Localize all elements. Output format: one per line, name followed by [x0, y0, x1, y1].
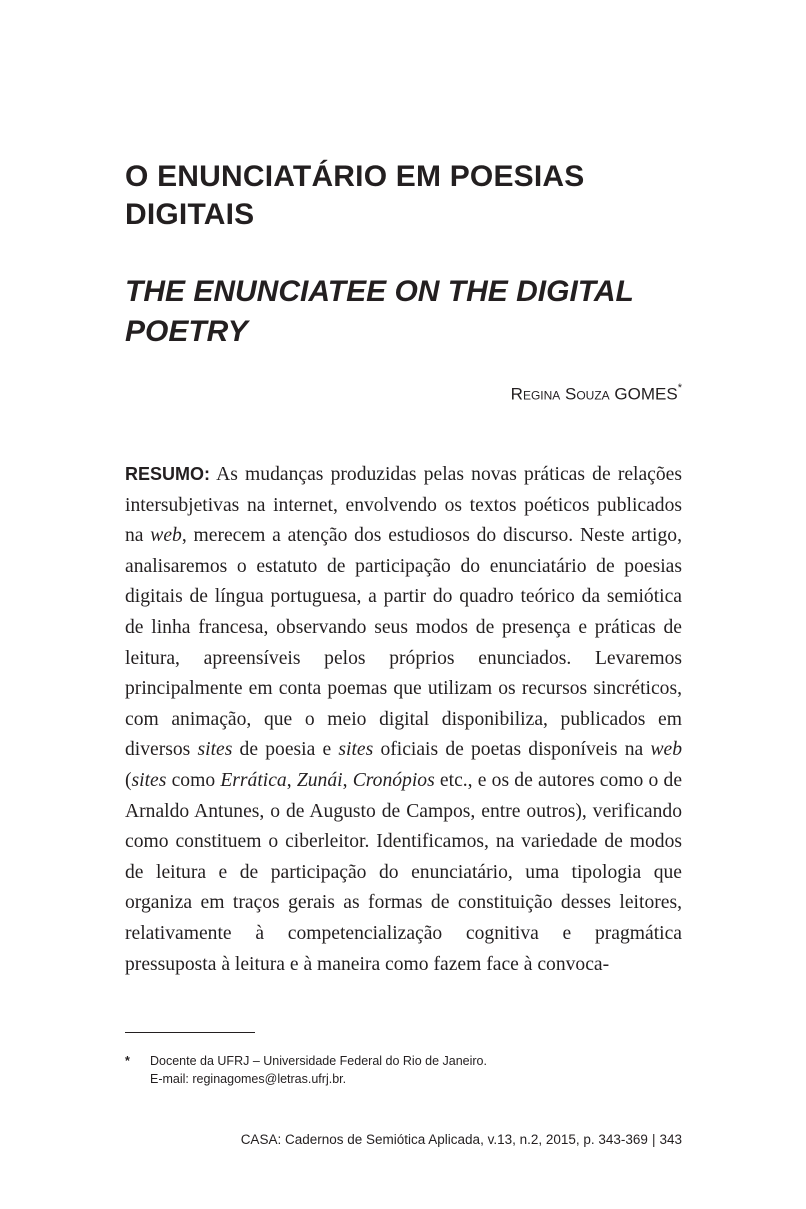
footnote: [125, 1052, 685, 1088]
abstract-label: RESUMO:: [125, 464, 210, 484]
abstract-italic-term: Cronópios: [352, 769, 435, 791]
author-line: [511, 384, 682, 405]
article-title-portuguese: O ENUNCIATÁRIO EM POESIAS DIGITAIS: [125, 160, 585, 231]
abstract-paragraph: [125, 459, 682, 980]
abstract-italic-term: sites: [131, 769, 167, 791]
footnote-divider: [125, 1032, 255, 1033]
abstract-text: ,: [286, 769, 297, 791]
abstract-italic-term: web: [150, 525, 182, 547]
article-title-english: THE ENUNCIATEE ON THE DIGITAL POETRY: [125, 275, 634, 348]
abstract-italic-term: Zunái: [296, 769, 343, 791]
abstract-text: como: [166, 769, 221, 791]
abstract-italic-term: sites: [197, 739, 233, 761]
page-number: 343: [659, 1132, 682, 1147]
abstract-text: ,: [342, 769, 353, 791]
footnote-email: E-mail: reginagomes@letras.ufrj.br.: [150, 1072, 347, 1086]
abstract-text: (: [125, 769, 132, 791]
abstract-text: As mudanças produzidas pelas novas práticas de relações intersubjetivas na internet, envolvendo os textos poéticos publicados na: [125, 464, 682, 547]
author-given-names: Regina Souza: [510, 384, 610, 404]
abstract-text: etc., e os de autores como o de Arnaldo Antunes, o de Augusto de Campos, entre outros), verificando como constituem o ciberleitor. Identificamos, na variedade de modos de leitura e de participação do enunciatário, uma tipologia que organiza em traços gerais as formas de constituição desses leitores, relativamente à competencialização cognitiva e pragmática pressuposta à leitura e à maneira como fazem face à convoca-: [125, 769, 683, 975]
footer-separator: |: [651, 1132, 656, 1147]
author-footnote-mark: *: [677, 382, 682, 394]
abstract-italic-term: Errática: [220, 769, 287, 791]
abstract-italic-term: web: [650, 739, 682, 761]
abstract-text: oficiais de poetas disponíveis na: [373, 739, 651, 761]
footnote-mark: *: [125, 1054, 130, 1068]
footnote-affiliation: Docente da UFRJ – Universidade Federal do Rio de Janeiro.: [150, 1054, 487, 1068]
abstract-text: , merecem a atenção dos estudiosos do discurso. Neste artigo, analisaremos o estatuto de participação do enunciatário de poesias digitais de língua portuguesa, a partir do quadro teórico da semiótica de linha francesa, observando seus modos de presença e práticas de leitura, apreensíveis pelos próprios enunciados. Levaremos principalmente em conta poemas que utilizam os recursos sincréticos, com animação, que o meio digital disponibiliza, publicados em diversos: [125, 525, 682, 761]
author-surname: GOMES: [614, 384, 678, 404]
abstract-italic-term: sites: [338, 739, 374, 761]
abstract-text: de poesia e: [232, 739, 339, 761]
journal-citation: CASA: Cadernos de Semiótica Aplicada, v.13, n.2, 2015, p. 343-369: [240, 1132, 648, 1147]
running-footer: [241, 1132, 682, 1147]
